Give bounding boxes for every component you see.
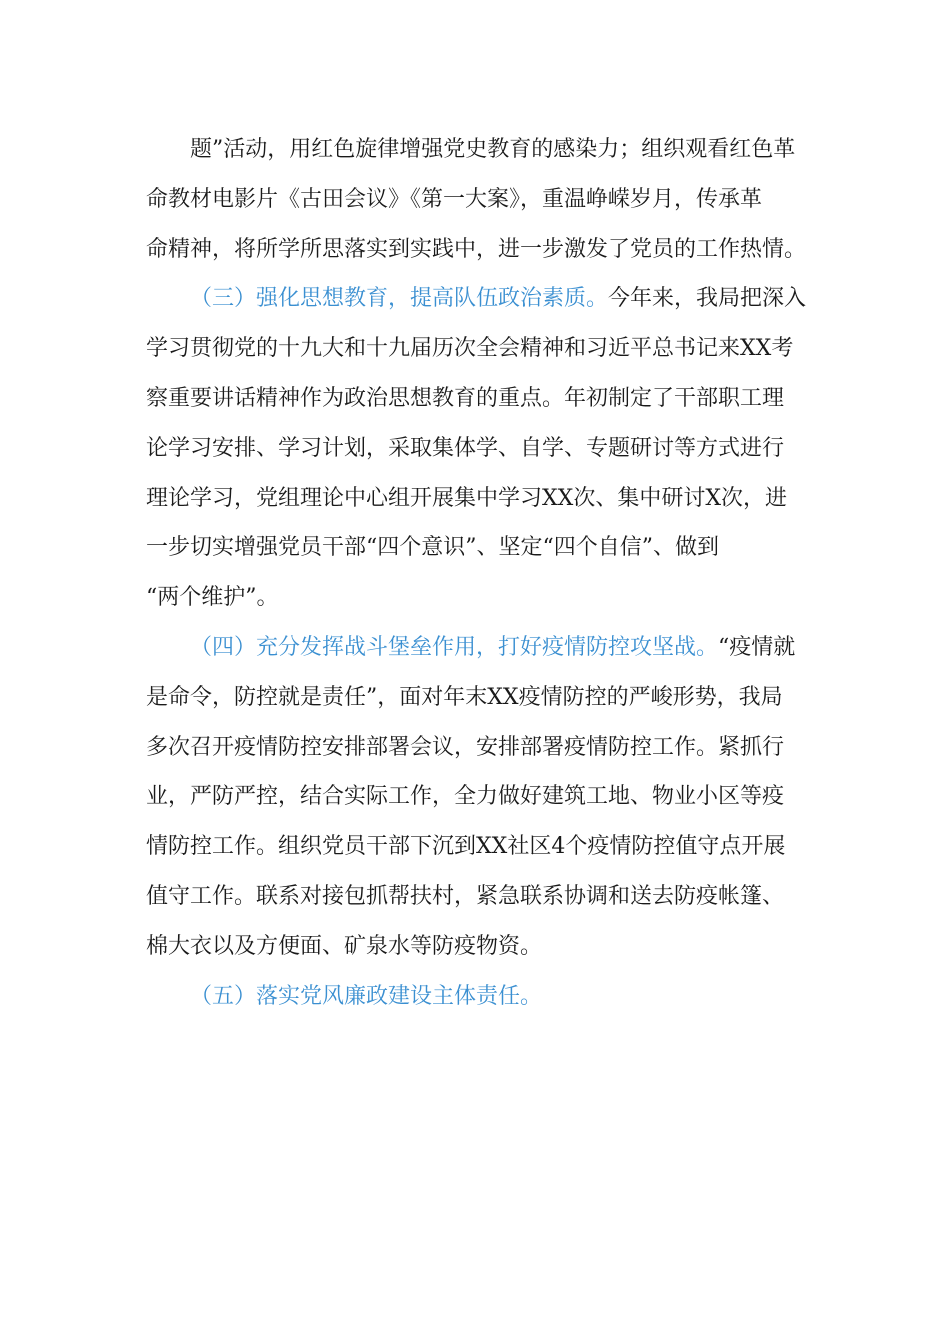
text-line xyxy=(146,474,811,524)
body-text: 值守工作。联系对接包抓帮扶村，紧急联系协调和送去防疫帐篷、 xyxy=(146,883,785,909)
body-text: 论学习安排、学习计划，采取集体学、自学、专题研讨等方式进行 xyxy=(146,435,785,461)
body-text: 察重要讲话精神作为政治思想教育的重点。年初制定了干部职工理 xyxy=(146,385,785,411)
section-heading: （五）落实党风廉政建设主体责任。 xyxy=(190,983,543,1009)
paragraph-p-cont xyxy=(146,125,811,274)
body-text: 多次召开疫情防控安排部署会议，安排部署疫情防控工作。紧抓行 xyxy=(146,734,785,760)
text-line xyxy=(146,225,811,275)
text-line xyxy=(146,573,811,623)
section-heading: （四）充分发挥战斗堡垒作用，打好疫情防控攻坚战。 xyxy=(190,634,719,660)
text-line xyxy=(146,374,811,424)
text-line xyxy=(146,922,811,972)
text-line xyxy=(146,424,811,474)
document-body xyxy=(146,125,811,1021)
body-text: 题”活动，用红色旋律增强党史教育的感染力；组织观看红色革 xyxy=(190,137,796,162)
body-text: “疫情就 xyxy=(718,634,796,660)
body-text: “两个维护”。 xyxy=(146,585,279,611)
paragraph-p-4 xyxy=(146,623,811,972)
body-text: 理论学习，党组理论中心组开展集中学习XX次、集中研讨X次，进 xyxy=(146,485,787,511)
body-text: 一步切实增强党员干部“四个意识”、坚定“四个自信”、做到 xyxy=(146,535,719,561)
text-line xyxy=(146,274,811,324)
body-text: 命精神，将所学所思落实到实践中，进一步激发了党员的工作热情。 xyxy=(146,236,807,262)
text-line xyxy=(146,125,811,175)
body-text: 命教材电影片《古田会议》《第一大案》，重温峥嵘岁月，传承革 xyxy=(146,186,763,212)
body-text: 业，严防严控，结合实际工作，全力做好建筑工地、物业小区等疫 xyxy=(146,784,785,810)
text-line xyxy=(146,623,811,673)
text-line xyxy=(146,324,811,374)
text-line xyxy=(146,175,811,225)
text-line xyxy=(146,972,811,1022)
body-text: 学习贯彻党的十九大和十九届历次全会精神和习近平总书记来XX考 xyxy=(146,336,794,362)
body-text: 情防控工作。组织党员干部下沉到XX社区4个疫情防控值守点开展 xyxy=(146,834,786,860)
body-text: 棉大衣以及方便面、矿泉水等防疫物资。 xyxy=(146,933,543,959)
section-heading: （三）强化思想教育，提高队伍政治素质。 xyxy=(190,286,609,312)
text-line xyxy=(146,523,811,573)
text-line xyxy=(146,723,811,773)
text-line xyxy=(146,772,811,822)
text-line xyxy=(146,822,811,872)
text-line xyxy=(146,673,811,723)
body-text: 是命令，防控就是责任”，面对年末XX疫情防控的严峻形势，我局 xyxy=(146,684,783,710)
paragraph-p-5 xyxy=(146,972,811,1022)
text-line xyxy=(146,872,811,922)
paragraph-p-3 xyxy=(146,274,811,623)
body-text: 今年来，我局把深入 xyxy=(608,286,807,312)
